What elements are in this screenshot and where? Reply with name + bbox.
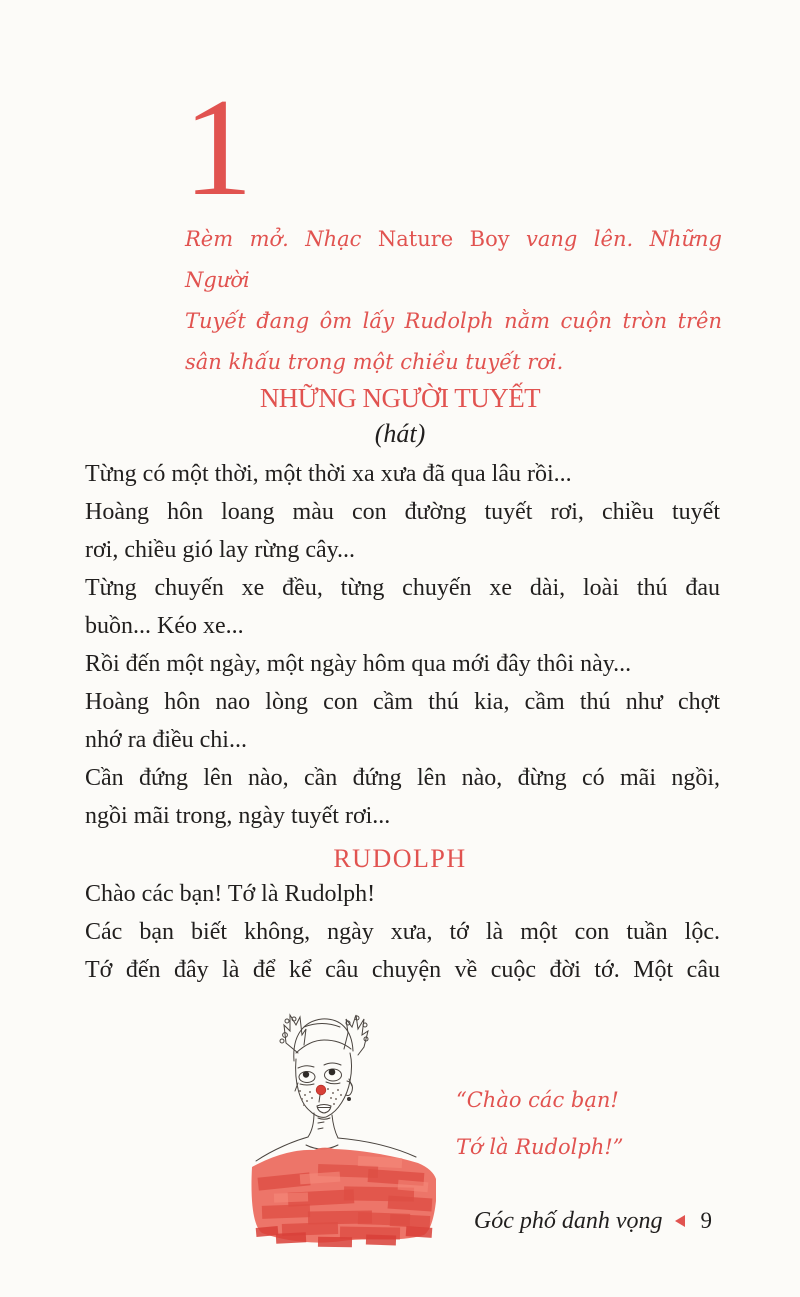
script-line: nhớ ra điều chi... <box>85 727 247 753</box>
page-number: 9 <box>700 1208 712 1233</box>
snowmen-song <box>85 455 720 835</box>
script-line: Cần đứng lên nào, cần đứng lên nào, đừng có mãi ngồi, <box>85 765 720 791</box>
speaker-heading-snowmen: NHỮNG NGƯỜI TUYẾT <box>259 383 541 413</box>
script-line: Từng chuyến xe đều, từng chuyến xe dài, loài thú đau <box>85 575 720 601</box>
speaker-heading-rudolph: RUDOLPH <box>333 844 467 873</box>
eyes <box>298 1063 342 1085</box>
script-line: Chào các bạn! Tớ là Rudolph! <box>85 881 376 907</box>
sweater <box>251 1148 436 1248</box>
script-line: Từng có một thời, một thời xa xưa đã qua lâu rồi... <box>85 461 572 487</box>
script-line: Tớ đến đây là để kể câu chuyện về cuộc đời tớ. Một câu <box>85 957 720 983</box>
rudolph-speech <box>85 875 720 989</box>
left-triangle-icon <box>675 1215 685 1227</box>
script-line: Hoàng hôn loang màu con đường tuyết rơi, chiều tuyết <box>85 499 720 525</box>
page-footer <box>474 1206 712 1236</box>
script-line: ngồi mãi trong, ngày tuyết rơi... <box>85 803 391 829</box>
illustration-caption <box>456 1077 624 1171</box>
stage-direction-line: Tuyết đang ôm lấy Rudolph nằm cuộn tròn trên <box>185 309 722 333</box>
caption-line: “Chào các bạn! <box>456 1088 619 1112</box>
song-title: Nature Boy <box>377 227 510 251</box>
stage-direction-line: sân khấu trong một chiều tuyết rơi. <box>185 350 564 374</box>
hair <box>294 1019 353 1061</box>
antler-right-icon <box>344 1015 368 1055</box>
rudolph-illustration <box>248 1005 443 1250</box>
red-nose-icon <box>316 1085 326 1102</box>
script-line: Rồi đến một ngày, một ngày hôm qua mới đây thôi này... <box>85 651 632 677</box>
script-line: buồn... Kéo xe... <box>85 613 244 639</box>
stage-direction <box>185 219 722 383</box>
antler-left-icon <box>280 1015 306 1053</box>
book-title: Góc phố danh vọng <box>473 1208 663 1234</box>
chapter-number: 1 <box>183 70 253 225</box>
sing-direction: (hát) <box>374 419 426 448</box>
script-line: Các bạn biết không, ngày xưa, tớ là một con tuần lộc. <box>85 919 720 945</box>
script-line: Hoàng hôn nao lòng con cầm thú kia, cầm thú như chợt <box>85 689 720 715</box>
neck <box>308 1113 338 1138</box>
caption-line: Tớ là Rudolph!” <box>456 1135 624 1159</box>
script-line: rơi, chiều gió lay rừng cây... <box>85 537 356 563</box>
stage-direction-line: Rèm mở. Nhạc Nature Boy vang lên. Những Người <box>185 227 722 292</box>
